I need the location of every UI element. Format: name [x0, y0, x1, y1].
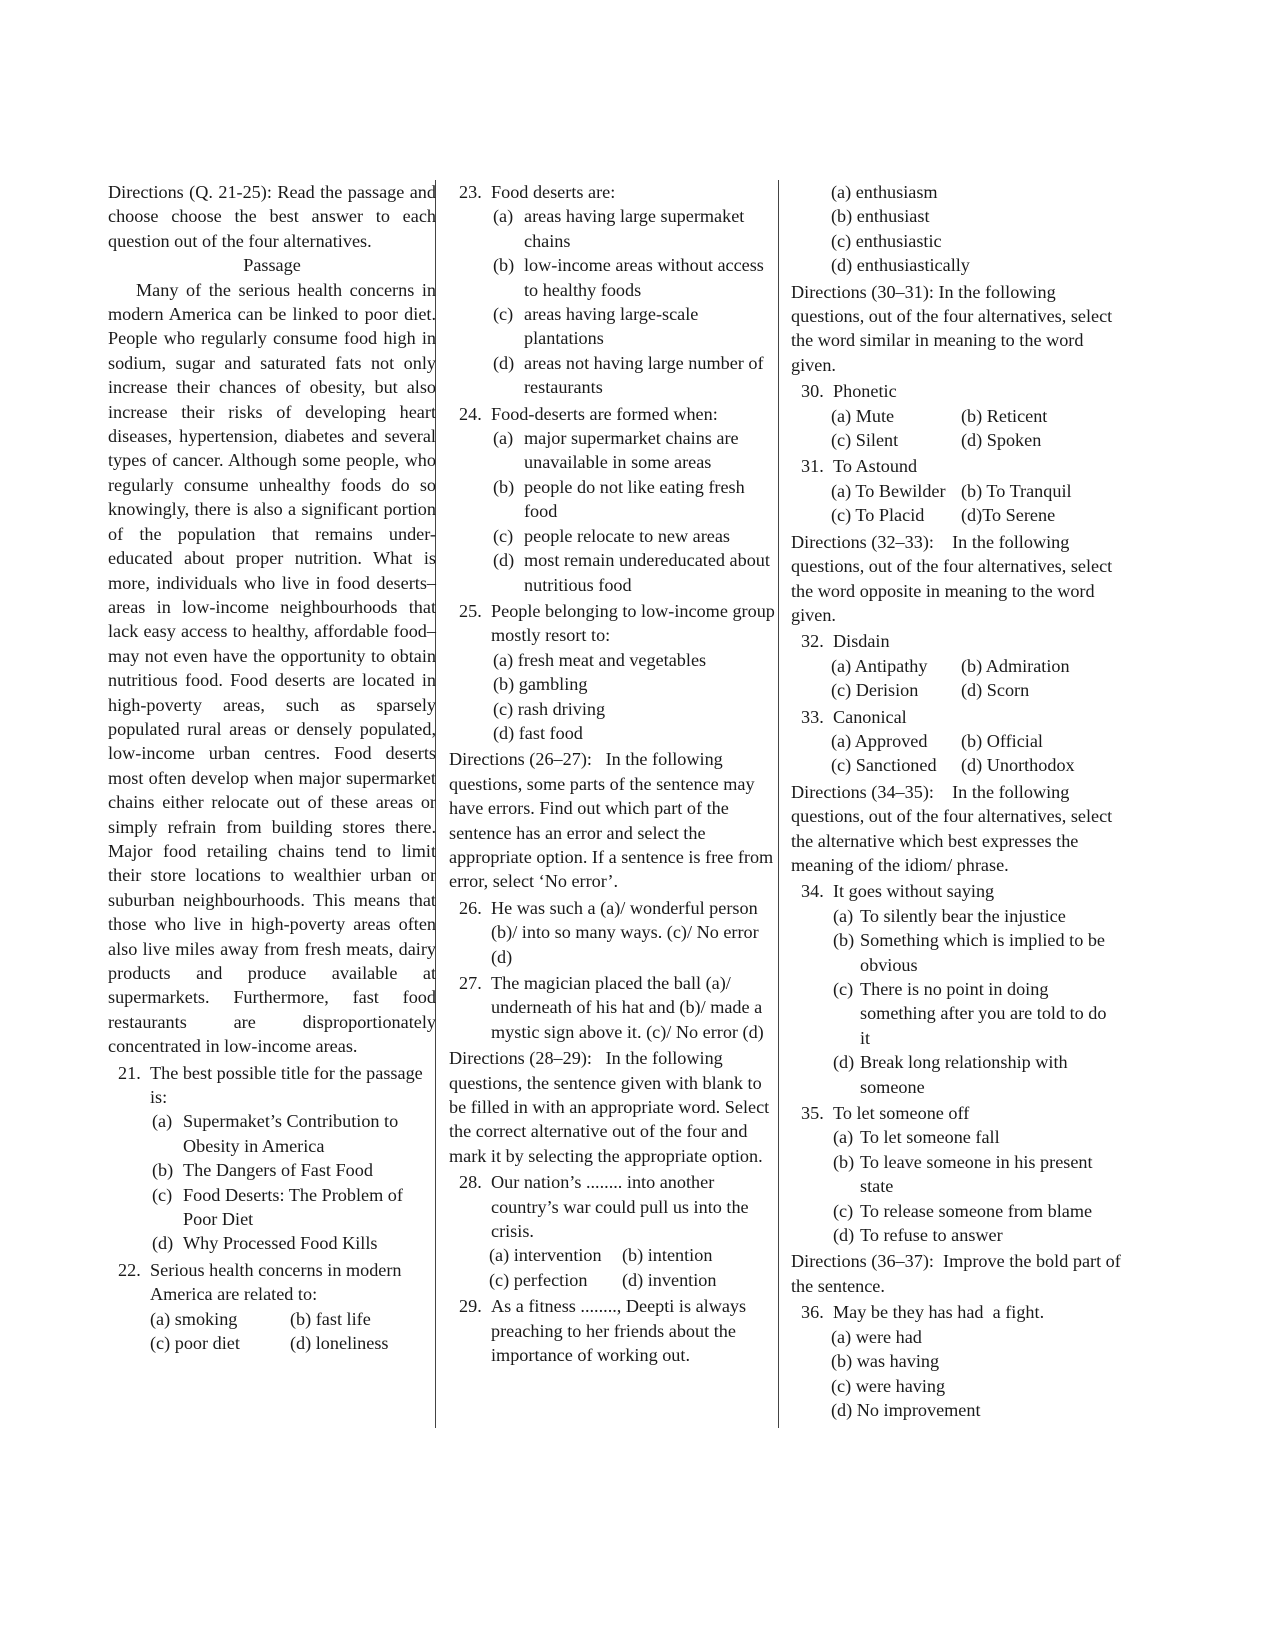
option-label: (d): [833, 1052, 855, 1073]
option-32-c[interactable]: (c) Derision: [831, 680, 919, 701]
option-text: Why Processed Food Kills: [183, 1233, 378, 1254]
option-text: To silently bear the injustice: [860, 905, 1066, 926]
option-33-d[interactable]: (d) Unorthodox: [961, 755, 1075, 776]
option-21-d[interactable]: [152, 1231, 436, 1255]
option-34-b[interactable]: [833, 928, 1121, 977]
question-36: [791, 1300, 1121, 1324]
question-text: Serious health concerns in modern America are related to:: [150, 1259, 402, 1305]
option-text: To release someone from blame: [860, 1200, 1093, 1221]
option-label: (d): [493, 550, 515, 571]
option-32-a[interactable]: (a) Antipathy: [831, 655, 928, 676]
option-label: (c): [833, 1200, 854, 1221]
option-29-d[interactable]: (d) enthusiastically: [831, 255, 970, 276]
question-text: To let someone off: [833, 1103, 970, 1124]
question-number: 31.: [801, 456, 824, 477]
option-label: (d): [152, 1233, 174, 1254]
option-29-b[interactable]: (b) enthusiast: [831, 206, 930, 227]
options-30: [831, 404, 1121, 453]
option-text: To let someone fall: [860, 1127, 1000, 1148]
option-label: (c): [493, 304, 514, 325]
option-32-b[interactable]: (b) Admiration: [961, 655, 1070, 676]
option-label: (c): [493, 525, 514, 546]
directions-26-27: Directions (26–27): In the following questions, some parts of the sentence may have errors. Find out which part of the sentence has an error and select the appropriate option. If a sentence is free from error, select ‘No error’.: [449, 749, 778, 892]
options-33: [831, 729, 1121, 778]
option-36-a[interactable]: (a) were had: [831, 1326, 922, 1347]
option-33-c[interactable]: (c) Sanctioned: [831, 755, 937, 776]
question-32: [791, 629, 1121, 653]
option-30-c[interactable]: (c) Silent: [831, 430, 899, 451]
option-text: To leave someone in his present state: [860, 1151, 1093, 1197]
option-21-c[interactable]: [152, 1183, 436, 1232]
option-31-d[interactable]: (d)To Serene: [961, 505, 1056, 526]
question-31: [791, 454, 1121, 478]
question-22: [108, 1258, 436, 1307]
question-30: [791, 379, 1121, 403]
option-label: (a): [833, 905, 854, 926]
option-text: Break long relationship with someone: [860, 1052, 1068, 1097]
option-text: Food Deserts: The Problem of Poor Diet: [183, 1184, 403, 1230]
option-35-a[interactable]: [833, 1125, 1121, 1149]
option-22-c[interactable]: (c) poor diet: [150, 1333, 240, 1354]
question-number: 34.: [801, 881, 824, 902]
option-21-a[interactable]: [152, 1109, 436, 1158]
options-31: [831, 479, 1121, 528]
question-number: 35.: [801, 1103, 824, 1124]
option-label: (d): [833, 1225, 855, 1246]
option-36-d[interactable]: (d) No improvement: [831, 1399, 981, 1420]
option-25-b[interactable]: (b) gambling: [493, 674, 588, 695]
question-number: 21.: [118, 1062, 141, 1083]
question-28: [449, 1170, 779, 1243]
question-21: [108, 1061, 436, 1110]
question-text: Our nation’s ........ into another country’s war could pull us into the crisis.: [491, 1172, 749, 1242]
option-35-c[interactable]: [833, 1199, 1121, 1223]
option-22-b[interactable]: (b) fast life: [290, 1308, 371, 1329]
option-text: people do not like eating fresh food: [524, 476, 745, 522]
option-24-b[interactable]: [493, 475, 779, 524]
question-text: People belonging to low-income group mostly resort to:: [491, 600, 775, 646]
question-text: The best possible title for the passage is:: [150, 1062, 423, 1108]
option-23-a[interactable]: [493, 204, 779, 253]
option-25-d[interactable]: (d) fast food: [493, 722, 583, 743]
column-2: [449, 180, 779, 1368]
option-text: areas having large supermaket chains: [524, 206, 745, 251]
option-label: (b): [493, 476, 515, 497]
question-text: May be they has had a fight.: [833, 1302, 1045, 1323]
option-30-a[interactable]: (a) Mute: [831, 405, 895, 426]
question-text: Food-deserts are formed when:: [491, 403, 718, 424]
option-text: Something which is implied to be obvious: [860, 930, 1106, 975]
option-text: low-income areas without access to healthy foods: [524, 255, 764, 300]
option-text: Supermaket’s Contribution to Obesity in America: [183, 1111, 399, 1156]
question-text: Food deserts are:: [491, 182, 616, 202]
option-31-b[interactable]: (b) To Tranquil: [961, 480, 1072, 501]
option-31-a[interactable]: (a) To Bewilder: [831, 480, 946, 501]
option-22-a[interactable]: (a) smoking: [150, 1308, 238, 1329]
option-28-d[interactable]: (d) invention: [622, 1269, 717, 1290]
option-24-d[interactable]: [493, 548, 779, 597]
option-28-a[interactable]: (a) intervention: [489, 1245, 602, 1266]
option-label: (b): [493, 255, 515, 276]
question-35: [791, 1101, 1121, 1125]
question-number: 28.: [459, 1172, 482, 1193]
options-22: [150, 1307, 436, 1356]
directions-21-25: Directions (Q. 21-25): Read the passage and choose choose the best answer to each question out of the four alternatives.: [108, 182, 436, 251]
question-number: 30.: [801, 381, 824, 402]
option-30-b[interactable]: (b) Reticent: [961, 405, 1048, 426]
option-label: (c): [833, 979, 854, 999]
question-26: [449, 896, 779, 969]
option-29-c[interactable]: (c) enthusiastic: [831, 230, 942, 251]
option-label: (a): [833, 1127, 854, 1148]
option-28-b[interactable]: (b) intention: [622, 1245, 713, 1266]
option-22-d[interactable]: (d) loneliness: [290, 1333, 389, 1354]
question-number: 25.: [459, 600, 482, 621]
question-33: [791, 705, 1121, 729]
option-36-b[interactable]: (b) was having: [831, 1351, 940, 1372]
question-number: 24.: [459, 403, 482, 424]
option-35-b[interactable]: [833, 1150, 1121, 1199]
column-3: [791, 180, 1126, 1422]
directions-28-29: Directions (28–29): In the following questions, the sentence given with blank to be filled in with an appropriate word. Select the correct alternative out of the four and mark it by selecting the appropriate option.: [449, 1048, 774, 1166]
option-label: (b): [833, 1151, 855, 1172]
option-34-c[interactable]: [833, 977, 1121, 1050]
option-31-c[interactable]: (c) To Placid: [831, 505, 925, 526]
option-23-d[interactable]: [493, 351, 779, 400]
option-label: (a): [152, 1111, 173, 1132]
question-number: 23.: [459, 182, 482, 202]
options-25: [493, 648, 779, 746]
question-text: It goes without saying: [833, 881, 995, 902]
option-25-a[interactable]: (a) fresh meat and vegetables: [493, 649, 707, 670]
option-33-b[interactable]: (b) Official: [961, 730, 1043, 751]
directions-32-33: Directions (32–33): In the following questions, out of the four alternatives, select the word opposite in meaning to the word given.: [791, 531, 1117, 625]
question-number: 27.: [459, 973, 482, 993]
options-28: [489, 1243, 779, 1292]
option-29-a[interactable]: (a) enthusiasm: [831, 182, 938, 202]
question-number: 26.: [459, 897, 482, 918]
option-36-c[interactable]: (c) were having: [831, 1375, 946, 1396]
question-number: 33.: [801, 706, 824, 727]
question-34: [791, 879, 1121, 903]
question-text: Canonical: [833, 706, 907, 727]
option-34-d[interactable]: [833, 1050, 1121, 1099]
option-30-d[interactable]: (d) Spoken: [961, 430, 1042, 451]
directions-34-35: Directions (34–35): In the following questions, out of the four alternatives, select the alternative which best expresses the meaning of the idiom/ phrase.: [791, 781, 1117, 875]
question-text: To Astound: [833, 456, 918, 477]
option-24-c[interactable]: [493, 524, 779, 548]
passage-text: Many of the serious health concerns in modern America can be linked to poor diet. People who regularly consume food high in sodium, sugar and saturated fats not only increase their chances of obesity, but also increase their risks of developing heart diseases, hypertension, diabetes and several types of cancer. Although some people, who regularly consume unhealthy foods do so knowingly, there is also a significant portion of the population that remains under-educated about proper nutrition. What is more, individuals who live in food deserts–areas in low-income neighbourhoods that lack easy access to healthy, affordable food–may not even have the opportunity to obtain nutritious food. Food deserts are located in high-poverty areas, such as sparsely populated rural areas or densely populated, low-income urban centres. Food deserts most often develop when major supermarket chains either relocate out of these areas or simply refrain from building stores there. Major food retailing chains tend to limit their store locations to wealthier urban or suburban neighbourhoods. This means that those who live in high-poverty areas often also live miles away from fresh meats, dairy products and produce available at supermarkets. Furthermore, fast food restaurants are disproportionately concentrated in low-income areas.: [108, 279, 436, 1057]
options-29: [831, 180, 1121, 278]
option-label: (a): [493, 428, 514, 449]
question-number: 32.: [801, 631, 824, 652]
option-28-c[interactable]: (c) perfection: [489, 1269, 588, 1290]
option-text: people relocate to new areas: [524, 525, 731, 546]
column-1: [108, 180, 436, 1356]
question-number: 29.: [459, 1296, 482, 1317]
option-25-c[interactable]: (c) rash driving: [493, 698, 606, 719]
option-label: (b): [833, 930, 855, 951]
option-23-c[interactable]: [493, 302, 779, 351]
directions-36-37: Directions (36–37): Improve the bold part of the sentence.: [791, 1251, 1126, 1296]
question-23: [449, 180, 779, 204]
question-text: The magician placed the ball (a)/ underneath of his hat and (b)/ made a mystic sign above it. (c)/ No error (d): [491, 973, 764, 1042]
option-35-d[interactable]: [833, 1223, 1121, 1247]
option-23-b[interactable]: [493, 253, 779, 302]
option-text: The Dangers of Fast Food: [183, 1160, 373, 1181]
option-label: (c): [152, 1184, 173, 1205]
question-text: As a fitness ........, Deepti is always preaching to her friends about the importance of working out.: [491, 1296, 747, 1366]
question-text: Phonetic: [833, 381, 897, 402]
option-34-a[interactable]: [833, 904, 1121, 928]
question-29: [449, 1294, 779, 1367]
question-25: [449, 599, 779, 648]
option-text: major supermarket chains are unavailable in some areas: [524, 428, 739, 473]
question-27: [449, 971, 779, 1044]
question-24: [449, 402, 779, 426]
option-label: (b): [152, 1160, 174, 1181]
option-text: areas having large-scale plantations: [524, 304, 699, 349]
option-text: most remain undereducated about nutritious food: [524, 550, 770, 595]
question-number: 36.: [801, 1302, 824, 1323]
option-text: There is no point in doing something after you are told to do it: [860, 979, 1107, 1048]
options-36: [831, 1325, 1121, 1423]
option-33-a[interactable]: (a) Approved: [831, 730, 928, 751]
passage-heading: Passage: [243, 255, 301, 276]
directions-30-31: Directions (30–31): In the following questions, out of the four alternatives, select the word similar in meaning to the word given.: [791, 281, 1113, 375]
question-number: 22.: [118, 1259, 141, 1280]
option-24-a[interactable]: [493, 426, 779, 475]
option-text: To refuse to answer: [860, 1225, 1003, 1246]
question-text: He was such a (a)/ wonderful person (b)/ into so many ways. (c)/ No error (d): [491, 897, 759, 967]
option-label: (d): [493, 352, 515, 373]
option-32-d[interactable]: (d) Scorn: [961, 680, 1030, 701]
option-21-b[interactable]: [152, 1158, 436, 1182]
question-text: Disdain: [833, 631, 890, 652]
option-label: (a): [493, 206, 514, 227]
options-32: [831, 654, 1121, 703]
option-text: areas not having large number of restaurants: [524, 352, 764, 398]
